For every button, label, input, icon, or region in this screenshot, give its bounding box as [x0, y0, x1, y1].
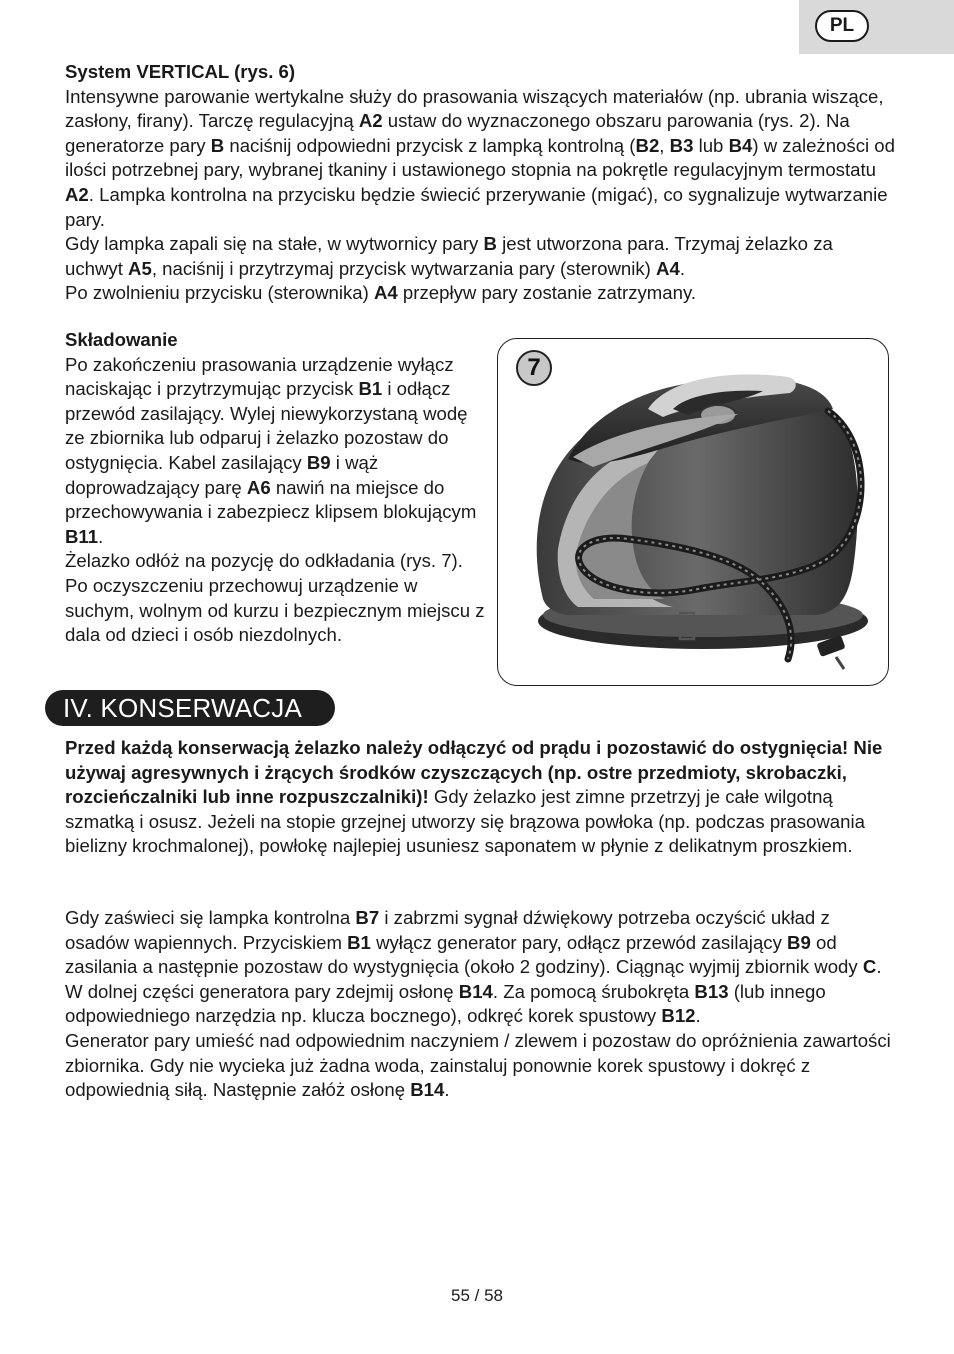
language-badge: PL — [815, 10, 869, 42]
text-run: ustaw do wyznaczonego obszaru parowania (rys. 2). Na generatorze pary — [65, 110, 850, 156]
text-run: lub — [693, 134, 729, 156]
bold-reference: Przed każdą konserwacją żelazko należy odłączyć od prądu i pozostawić do ostygnięcia! Nie używaj agresywnych i żrących środków czyszczących (np. ostre przedmioty, skrobaczki, rozcieńczalniki lub inne rozpuszczalniki)! — [65, 737, 883, 808]
bold-reference: B2 — [635, 134, 660, 156]
figure-7 — [497, 338, 889, 686]
bold-reference: B — [210, 134, 225, 156]
text-run: Intensywne parowanie wertykalne służy do prasowania wiszących materiałów (np. ubrania wiszące, zasłony, firany). Tarczę regulacyjną — [65, 85, 884, 132]
bold-reference: B9 — [306, 451, 331, 473]
section-title-maintenance: IV. KONSERWACJA — [45, 690, 335, 726]
bold-reference: B11 — [65, 525, 99, 547]
text-run: Generator pary umieść nad odpowiednim naczyniem / zlewem i pozostaw do opróżnienia zawartości zbiornika. Gdy nie wycieka już żadna woda, zainstaluj ponownie korek spustowy i dokręć z odpowiednią siłą. Następnie załóż osłonę — [65, 1029, 891, 1101]
bold-reference: B13 — [694, 980, 729, 1002]
bold-reference: B7 — [355, 907, 380, 928]
text-run: i zabrzmi sygnał dźwiękowy potrzeba oczyścić układ z osadów wapiennych. Przyciskiem — [65, 907, 830, 953]
bold-reference: A2 — [65, 183, 89, 205]
text-run: . — [695, 1005, 701, 1027]
text-run: Po zwolnieniu przycisku (sterownika) — [65, 282, 374, 304]
section-vertical-system — [65, 60, 895, 306]
bold-reference: A2 — [358, 110, 383, 132]
text-run: Gdy zaświeci się lampka kontrolna — [65, 907, 356, 928]
bold-reference: C — [862, 956, 877, 978]
text-run: . — [444, 1079, 450, 1101]
text-run: Po zakończeniu prasowania urządzenie wyłącz naciskając i przytrzymując przycisk — [65, 353, 454, 400]
bold-reference: A4 — [656, 257, 680, 279]
text-run: ) w zależności od ilości potrzebnej pary, wybranej tkaniny i ustawionego stopnia na pokrętle regulacyjnym termostatu — [65, 134, 895, 181]
bold-reference: B4 — [728, 134, 753, 156]
page-number: 55 / 58 — [451, 1286, 503, 1305]
text-run: naciśnij odpowiedni przycisk z lampką kontrolną ( — [224, 134, 636, 156]
text-run: Gdy żelazko jest zimne przetrzyj je całe wilgotną szmatką i osusz. Jeżeli na stopie grzejnej utworzy się brązowa powłoka (np. podczas prasowania bielizny krochmalonej), powłokę najlepiej usuniesz saponatem w płynie z delikatnym proszkiem. — [65, 786, 865, 857]
paragraph-maintenance-warning — [65, 736, 895, 859]
text-run: . Lampka kontrolna na przycisku będzie świecić przerywanie (migać), co sygnalizuje wytwarzanie pary. — [65, 183, 888, 230]
bold-reference: A6 — [246, 476, 271, 498]
bold-reference: A4 — [373, 282, 398, 304]
bold-reference: B14 — [410, 1079, 445, 1101]
text-run: Żelazko odłóż na pozycję do odkładania (rys. 7). Po oczyszczeniu przechowuj urządzenie w suchym, wolnym od kurzu i bezpiecznym miejscu z dala od dzieci i osób niezdolnych. — [65, 550, 485, 646]
bold-reference: B1 — [358, 378, 383, 400]
bold-reference: A5 — [128, 257, 152, 279]
text-run: . — [98, 525, 104, 547]
text-run: od zasilania a następnie pozostaw do wystygnięcia (około 2 godziny). Ciągnąc wyjmij zbiornik wody — [65, 931, 863, 978]
bold-reference: B9 — [787, 931, 811, 953]
heading-vertical-system: System VERTICAL (rys. 6) — [65, 61, 296, 82]
text-run: Gdy lampka zapali się na stałe, w wytwornicy pary — [65, 233, 484, 255]
bold-reference: B14 — [458, 980, 493, 1002]
language-tab — [799, 0, 954, 54]
text-run: , naciśnij i przytrzymaj przycisk wytwarzania pary (sterownik) — [151, 257, 657, 279]
text-run: i odłącz przewód zasilający. Wylej niewykorzystaną wodę ze zbiornika lub odparuj i żelazko pozostaw do ostygnięcia. Kabel zasilający — [65, 378, 468, 473]
text-run: (lub innego odpowiedniego narzędzia np. klucza bocznego), odkręć korek spustowy — [65, 980, 826, 1027]
text-run: nawiń na miejsce do przechowywania i zabezpiecz klipsem blokującym — [65, 476, 477, 523]
text-run: jest utworzona para. Trzymaj żelazko za uchwyt — [65, 233, 833, 279]
text-run: wyłącz generator pary, odłącz przewód zasilający — [370, 931, 788, 953]
steam-generator-iron-illustration — [498, 339, 889, 686]
section-storage — [65, 328, 490, 648]
text-run: . Za pomocą śrubokręta — [492, 980, 695, 1002]
paragraph-descaling — [65, 906, 895, 1103]
heading-storage: Składowanie — [65, 329, 178, 350]
text-run: i wąż doprowadzający parę — [65, 451, 379, 498]
bold-reference: B1 — [347, 931, 371, 953]
figure-number: 7 — [516, 350, 552, 386]
bold-reference: B — [483, 233, 497, 255]
text-run: . — [679, 257, 685, 279]
paragraph-storage — [65, 353, 490, 648]
paragraph-vertical-system — [65, 85, 895, 306]
text-run: . W dolnej części generatora pary zdejmij osłonę — [65, 956, 882, 1002]
bold-reference: B12 — [661, 1005, 696, 1027]
bold-reference: B3 — [669, 134, 694, 156]
text-run: , — [659, 134, 670, 156]
text-run: przepływ pary zostanie zatrzymany. — [397, 282, 697, 304]
